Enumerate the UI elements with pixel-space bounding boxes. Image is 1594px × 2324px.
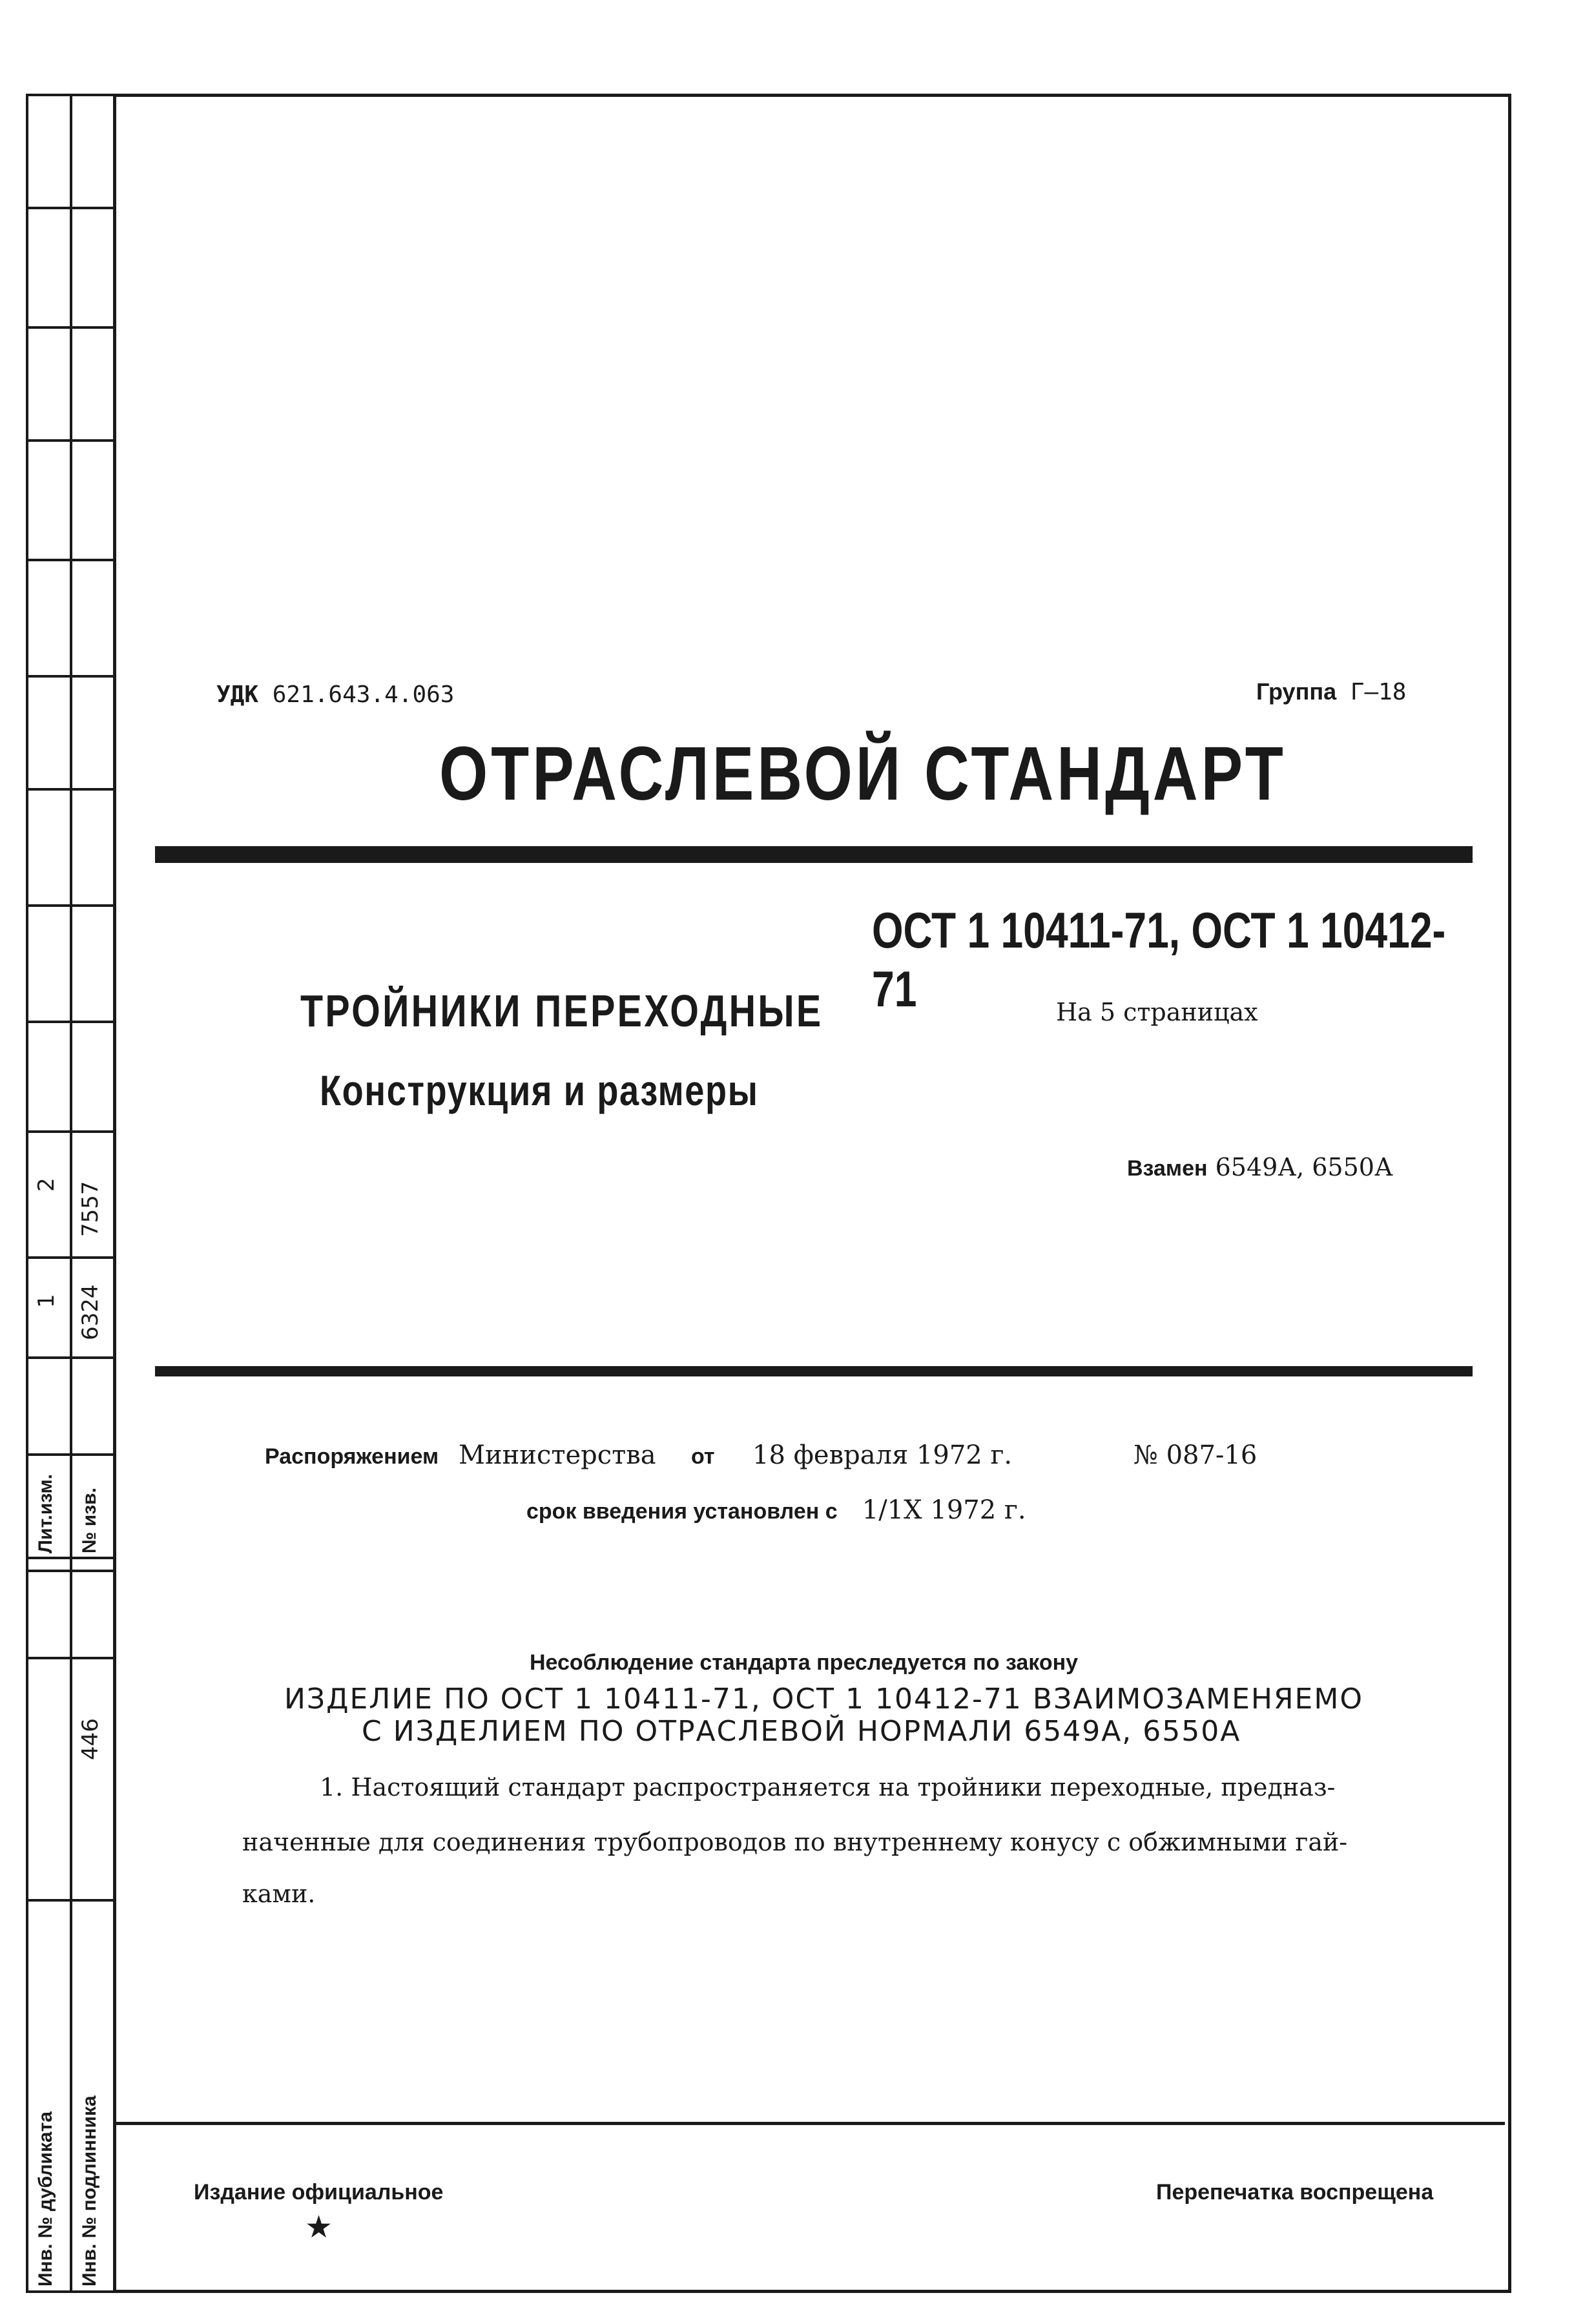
interchange-line-1: ИЗДЕЛИЕ ПО ОСТ 1 10411-71, ОСТ 1 10412-71 ВЗАИМОЗАМЕНЯЕМО (284, 1683, 1363, 1716)
term-line (526, 1495, 1026, 1525)
sidebar-row-line (26, 788, 116, 791)
footer-rule (116, 2122, 1505, 2125)
group-line (1256, 678, 1406, 705)
sidebar-row-line (26, 1453, 116, 1456)
paragraph-1-line-3: ками. (242, 1880, 316, 1908)
page-count: На 5 страницах (1056, 998, 1258, 1026)
sidebar-stamp (26, 94, 116, 2293)
paragraph-1-line-1: 1. Настоящий стандарт распространяется на тройники переходные, предназ- (320, 1773, 1336, 1801)
edition-label: Издание официальное (194, 2180, 444, 2205)
inv-original-value: 446 (78, 1718, 103, 1760)
title-rule (155, 846, 1473, 863)
section-rule (155, 1366, 1473, 1376)
paragraph-1-line-2: наченные для соединения трубопроводов по внутреннему конусу с обжимными гай- (242, 1828, 1348, 1856)
sidebar-row-line (26, 439, 116, 442)
sidebar-top-border (26, 94, 116, 96)
sidebar-row-line (26, 904, 116, 907)
revision-num-1: 6324 (78, 1284, 103, 1340)
term-label: срок введения установлен с (526, 1499, 838, 1524)
sidebar-row-line (26, 1256, 116, 1259)
standard-name: ТРОЙНИКИ ПЕРЕХОДНЫЕ (300, 986, 823, 1036)
interchange-line-2: С ИЗДЕЛИЕМ ПО ОТРАСЛЕВОЙ НОРМАЛИ 6549А, 6550А (362, 1715, 1241, 1748)
group-label: Группа (1256, 678, 1337, 705)
sidebar-bottom-border (26, 2290, 116, 2293)
order-date: 18 февраля 1972 г. (752, 1440, 1013, 1470)
reprint-notice: Перепечатка воспрещена (1156, 2180, 1434, 2205)
order-number: № 087-16 (1133, 1440, 1258, 1470)
standard-code: ОСТ 1 10411-71, ОСТ 1 10412-71 (872, 902, 1446, 1017)
order-label: Распоряжением (265, 1444, 439, 1469)
order-authority: Министерства (459, 1440, 656, 1470)
sidebar-row-line (26, 675, 116, 678)
sidebar-left-border (26, 94, 28, 2293)
revision-lit-2: 2 (34, 1178, 59, 1192)
page-title: ОТРАСЛЕВОЙ СТАНДАРТ (439, 731, 1287, 816)
revision-header-lit: Лит.изм. (35, 1473, 56, 1553)
sidebar-row-line (26, 326, 116, 329)
revision-num-2: 7557 (78, 1181, 103, 1237)
replaces-label: Взамен (1127, 1156, 1208, 1181)
sidebar-row-line (26, 1130, 116, 1133)
replaces-value: 6549А, 6550А (1215, 1153, 1393, 1181)
order-from: от (691, 1444, 715, 1469)
page-frame (113, 94, 1511, 2293)
sidebar-row-line (26, 559, 116, 561)
sidebar-row-line (26, 1356, 116, 1359)
replaces-line (1127, 1153, 1393, 1181)
revision-header-num: № изв. (79, 1488, 100, 1553)
sidebar-middle-divider (70, 94, 72, 2293)
inv-duplicate-label: Инв. № дубликата (35, 2111, 56, 2287)
sidebar-row-line (26, 1570, 116, 1572)
sidebar-row-line (26, 1899, 116, 1902)
sidebar-row-line (26, 1657, 116, 1659)
term-value: 1/1Х 1972 г. (862, 1495, 1026, 1525)
sidebar-row-line (26, 1557, 116, 1559)
sidebar-row-line (26, 207, 116, 209)
standard-subtitle: Конструкция и размеры (320, 1066, 759, 1114)
udk-value: 621.643.4.063 (272, 681, 455, 708)
law-notice: Несоблюдение стандарта преследуется по закону (530, 1650, 1079, 1675)
udk-line (216, 681, 454, 708)
group-value: Г–18 (1350, 679, 1407, 705)
sidebar-row-line (26, 1021, 116, 1023)
udk-label: УДК (216, 681, 259, 708)
revision-lit-1: 1 (34, 1294, 59, 1308)
inv-original-label: Инв. № подлинника (79, 2095, 100, 2287)
star-icon: ★ (305, 2209, 333, 2245)
